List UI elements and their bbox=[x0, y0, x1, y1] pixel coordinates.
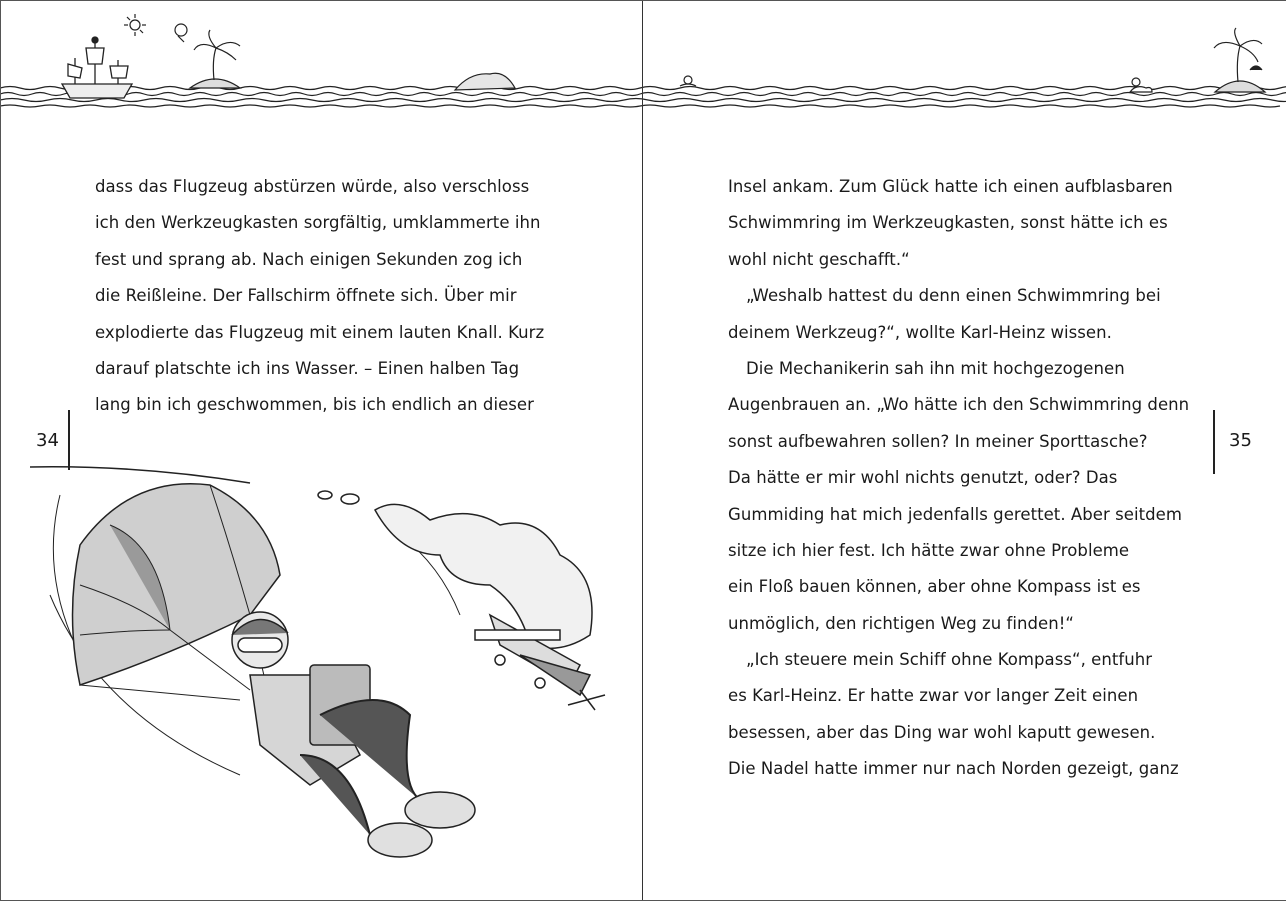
text-line: explodierte das Flugzeug mit einem lauten Knall. Kurz bbox=[95, 322, 545, 342]
text-line: „Ich steuere mein Schiff ohne Kompass“, entfuhr bbox=[746, 650, 1153, 670]
pirate-ship-icon bbox=[62, 37, 132, 98]
text-line: Schwimmring im Werkzeugkasten, sonst hätte ich es bbox=[728, 213, 1168, 233]
text-line: es Karl-Heinz. Er hatte zwar vor langer Zeit einen bbox=[728, 686, 1139, 706]
text-line: Die Mechanikerin sah ihn mit hochgezogenen bbox=[746, 358, 1125, 378]
palm-island-icon bbox=[1214, 28, 1265, 92]
text-line: „Weshalb hattest du denn einen Schwimmring bei bbox=[746, 286, 1161, 306]
swimmer-icon bbox=[680, 76, 696, 86]
folio-rule bbox=[1213, 410, 1215, 474]
page-number-left: 34 bbox=[36, 430, 59, 451]
palm-island-icon bbox=[190, 30, 240, 88]
rock-island-icon bbox=[455, 73, 515, 90]
page-number-right: 35 bbox=[1229, 430, 1252, 451]
text-line: besessen, aber das Ding war wohl kaputt gewesen. bbox=[728, 722, 1156, 742]
parachute-illustration bbox=[20, 455, 620, 875]
sea-wave-line bbox=[0, 105, 1280, 107]
hot-air-balloon-icon bbox=[175, 24, 187, 42]
text-line: Die Nadel hatte immer nur nach Norden gezeigt, ganz bbox=[728, 759, 1179, 779]
text-line: deinem Werkzeug?“, wollte Karl-Heinz wissen. bbox=[728, 322, 1112, 342]
text-line: unmöglich, den richtigen Weg zu finden!“ bbox=[728, 613, 1075, 633]
text-line: sitze ich hier fest. Ich hätte zwar ohne Probleme bbox=[728, 540, 1130, 560]
rubber-duck-icon bbox=[1130, 78, 1152, 92]
text-line: darauf platschte ich ins Wasser. – Einen halben Tag bbox=[95, 358, 520, 378]
text-line: Da hätte er mir wohl nichts genutzt, oder? Das bbox=[728, 468, 1118, 488]
header-sea-illustration bbox=[0, 0, 1286, 110]
sea-wave-line bbox=[0, 99, 1286, 102]
text-line: die Reißleine. Der Fallschirm öffnete sich. Über mir bbox=[95, 286, 517, 306]
left-page-text bbox=[95, 169, 544, 424]
text-line: wohl nicht geschafft.“ bbox=[728, 249, 910, 269]
right-page-text bbox=[728, 169, 1189, 788]
parachutist-figure bbox=[232, 612, 475, 857]
page-gutter bbox=[642, 0, 643, 900]
text-line: fest und sprang ab. Nach einigen Sekunden zog ich bbox=[95, 249, 523, 269]
text-line: Augenbrauen an. „Wo hätte ich den Schwimmring denn bbox=[728, 395, 1190, 415]
text-line: ein Floß bauen können, aber ohne Kompass ist es bbox=[728, 577, 1141, 597]
text-line: lang bin ich geschwommen, bis ich endlich an dieser bbox=[95, 395, 534, 415]
sea-wave-line bbox=[0, 93, 1286, 96]
text-line: dass das Flugzeug abstürzen würde, also verschloss bbox=[95, 177, 530, 196]
smoke-trail bbox=[318, 491, 592, 648]
text-line: ich den Werkzeugkasten sorgfältig, umklammerte ihn bbox=[95, 213, 541, 233]
sun-icon bbox=[124, 14, 146, 36]
text-line: sonst aufbewahren sollen? In meiner Sporttasche? bbox=[728, 431, 1148, 451]
text-line: Gummiding hat mich jedenfalls gerettet. Aber seitdem bbox=[728, 504, 1182, 524]
text-line: Insel ankam. Zum Glück hatte ich einen aufblasbaren bbox=[728, 177, 1173, 196]
